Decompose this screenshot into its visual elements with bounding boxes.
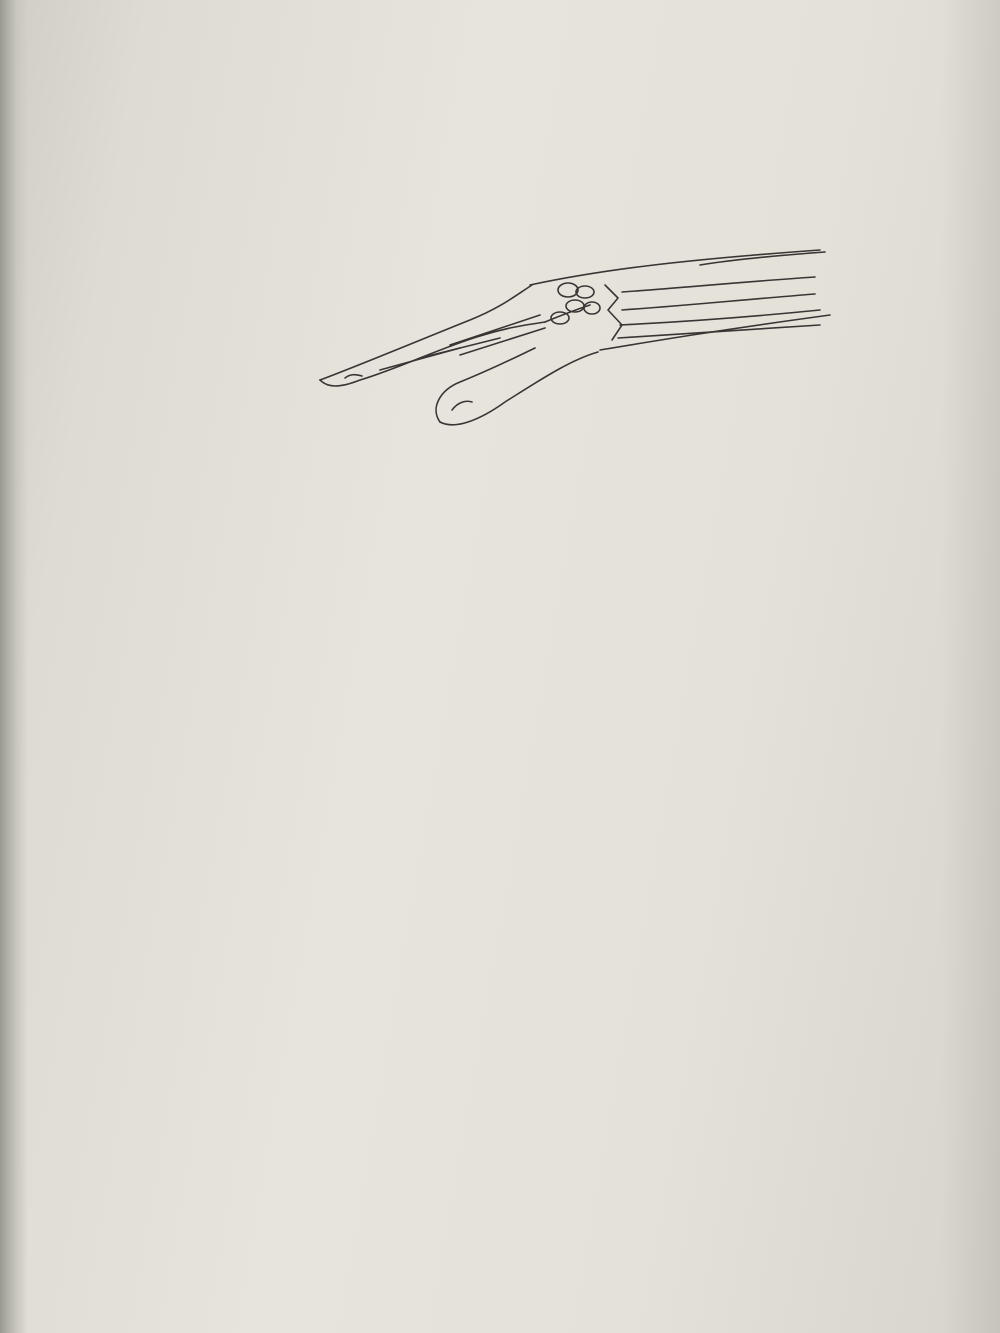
page-text: [10, 0, 1000, 1333]
hand-fracture-illustration: [300, 230, 840, 440]
